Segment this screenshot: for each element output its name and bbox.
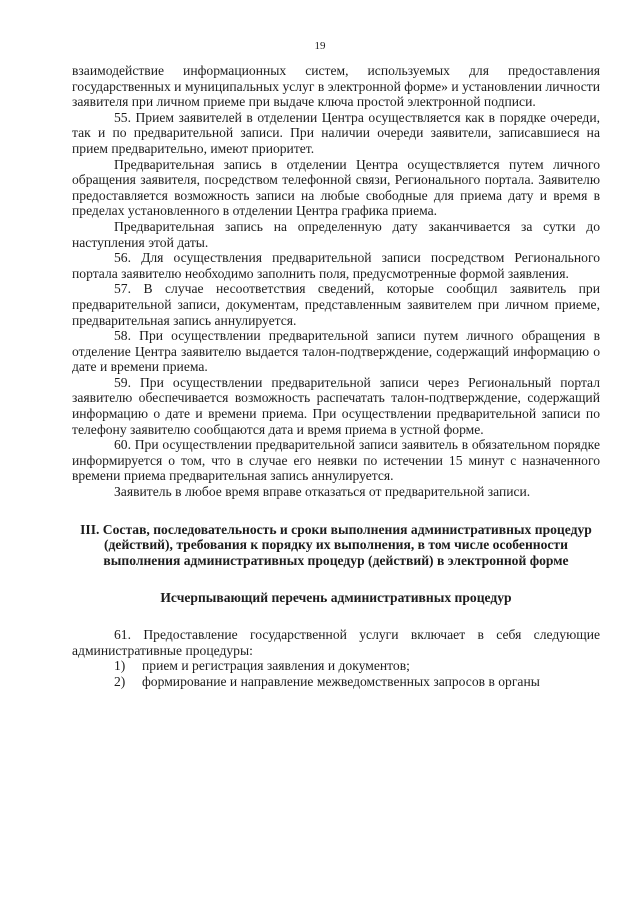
list-item — [72, 658, 600, 674]
paragraph-59: 59. При осуществлении предварительной записи через Региональный портал заявителю обеспечивается возможность распечатать талон-подтверждение, содержащий информацию о дате и времени приема. При осуществлении предварительной записи по телефону заявителю сообщаются дата и время приема в устной форме. — [72, 374, 600, 437]
paragraph-record-deadline: Предварительная запись на определенную дату заканчивается за сутки до наступления этой даты. — [72, 218, 600, 250]
subheading: Исчерпывающий перечень административных процедур — [160, 590, 512, 606]
paragraph-58: 58. При осуществлении предварительной записи путем личного обращения в отделение Центра заявителю выдается талон-подтверждение, содержащий информацию о дате и времени приема. — [72, 328, 600, 375]
section-heading: III. Состав, последовательность и сроки выполнения административных процедур (действий), требования к порядку их выполнения, в том числе особенности выполнения административных процедур (действий) в электронной форме — [80, 521, 592, 568]
list-item-text: прием и регистрация заявления и документов; — [142, 658, 410, 674]
paragraph-61: 61. Предоставление государственной услуги включает в себя следующие административные процедуры: — [72, 627, 600, 658]
paragraph-57: 57. В случае несоответствия сведений, которые сообщил заявитель при предварительной записи, документам, представленным заявителем при личном приеме, предварительная запись аннулируется. — [72, 281, 600, 328]
paragraph-56: 56. Для осуществления предварительной записи посредством Регионального портала заявителю необходимо заполнить поля, предусмотренные формой заявления. — [72, 250, 600, 281]
paragraph-preliminary-record: Предварительная запись в отделении Центра осуществляется путем личного обращения заявителя, посредством телефонной связи, Регионального портала. Заявителю предоставляется возможность записи на любые свободные для приема дату и время в пределах установленного в отделении Центра графика приема. — [72, 156, 600, 219]
list-item-text: формирование и направление межведомственных запросов в органы — [142, 673, 540, 689]
paragraph-60: 60. При осуществлении предварительной записи заявитель в обязательном порядке информируется о том, что в случае его неявки по истечении 15 минут с назначенного времени приема предварительная запись аннулируется. — [72, 437, 600, 484]
paragraph-continuation: взаимодействие информационных систем, используемых для предоставления государственных и муниципальных услуг в электронной форме» и установлении личности заявителя при личном приеме при выдаче ключа простой электронной подписи. — [72, 63, 600, 110]
paragraph-refusal: Заявитель в любое время вправе отказаться от предварительной записи. — [114, 484, 531, 500]
document-body — [72, 63, 600, 689]
list-item-number: 2) — [114, 673, 126, 689]
page-number: 19 — [314, 40, 326, 52]
list-item-number: 1) — [114, 658, 126, 674]
paragraph-55: 55. Прием заявителей в отделении Центра осуществляется как в порядке очереди, так и по предварительной записи. При наличии очереди заявители, записавшиеся на прием предварительно, имеют приоритет. — [72, 109, 600, 156]
list-item — [72, 674, 600, 690]
